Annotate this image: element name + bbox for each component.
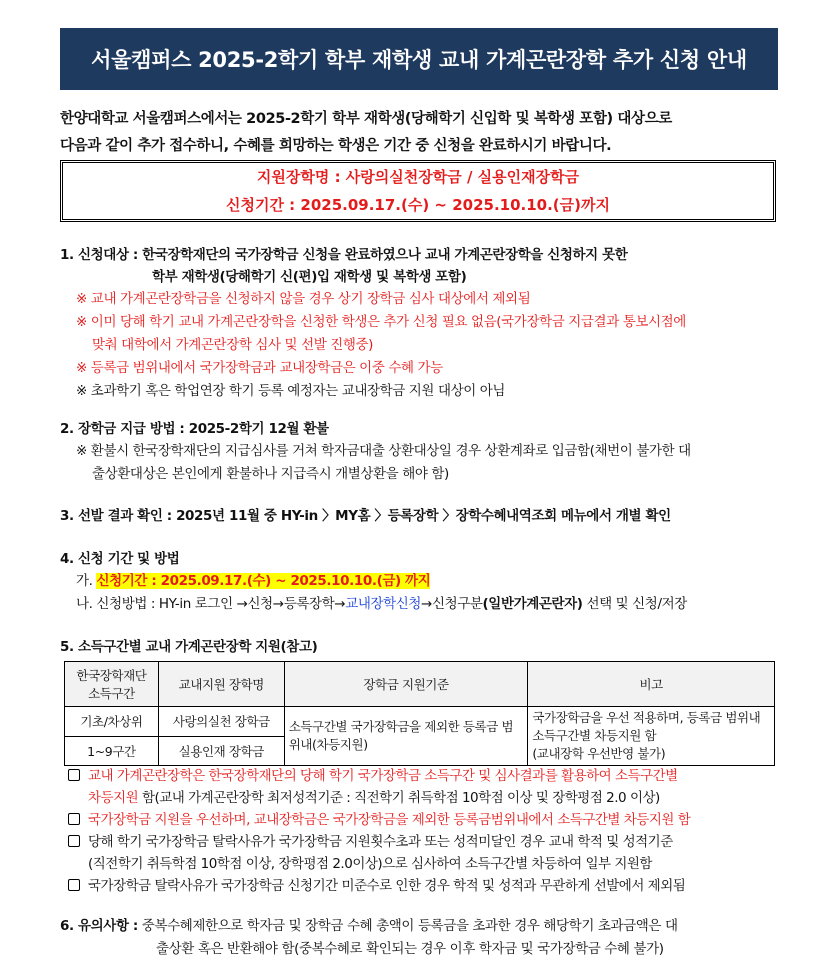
- section-1-heading: 1. 신청대상 : 한국장학재단의 국가장학금 신청을 완료하였으나 교내 가계곤란장학을 신청하지 못한: [60, 247, 628, 263]
- table-cell: 1~9구간: [65, 736, 159, 766]
- item-b-label: 나. 신청방법 : HY-in 로그인 →신청→등록장학→: [76, 596, 346, 612]
- section-4-heading: 4. 신청 기간 및 방법: [60, 551, 180, 567]
- checkbox-icon: [68, 813, 80, 825]
- intro-line-2: 다음과 같이 추가 접수하니, 수혜를 희망하는 학생은 기간 중 신청을 완료하시기 바랍니다.: [60, 138, 612, 154]
- table-header-row: [65, 662, 775, 707]
- note-item-1-cont: 차등지원 함(교내 가계곤란장학 최저성적기준 : 직전학기 취득학점 10학점 이상 및 장학평점 2.0 이상): [88, 790, 660, 806]
- item-a-label: 가.: [76, 573, 93, 589]
- table-row: [65, 707, 775, 737]
- checkbox-icon: [68, 769, 80, 781]
- note-item-4: 국가장학금 탈락사유가 국가장학금 신청기간 미준수로 인한 경우 학적 및 성적과 무관하게 선발에서 제외됨: [68, 875, 782, 897]
- note-item-3-cont: (직전학기 취득학점 10학점 이상, 장학평점 2.0이상)으로 심사하여 소득구간별 차등하여 일부 지원함: [88, 856, 652, 872]
- checkbox-icon: [68, 879, 80, 891]
- col-header-scholarship-name: 교내지원 장학명: [158, 662, 284, 707]
- section-1-note-2: ※ 이미 당해 학기 교내 가계곤란장학을 신청한 학생은 추가 신청 필요 없음(국가장학금 지급결과 통보시점에: [76, 314, 686, 330]
- item-b-mid: →신청구분: [421, 596, 483, 612]
- section-method: [60, 548, 782, 616]
- section-1-heading-cont: 학부 재학생(당해학기 신(편)입 재학생 및 복학생 포함): [152, 269, 467, 285]
- table-cell-criteria: 소득구간별 국가장학금을 제외한 등록금 범위내(차등지원): [284, 707, 528, 766]
- section-2-note: ※ 환불시 한국장학재단의 지급심사를 거쳐 학자금대출 상환대상일 경우 상환계좌로 입금함(채번이 불가한 대: [76, 443, 691, 459]
- table-cell: 사랑의실천 장학금: [158, 707, 284, 737]
- section-1-note-2-cont: 맞춰 대학에서 가계곤란장학 심사 및 선발 진행중): [92, 337, 374, 353]
- section-4-item-b: [60, 593, 782, 616]
- apply-link[interactable]: 교내장학신청: [345, 596, 422, 612]
- section-4-item-a: [60, 570, 782, 593]
- section-eligibility: [60, 244, 782, 403]
- section-3-heading: 3. 선발 결과 확인 : 2025년 11월 중 HY-in 〉MY홈 〉등록장학 〉장학수혜내역조회 메뉴에서 개별 확인: [60, 508, 671, 524]
- table-cell: 실용인재 장학금: [158, 736, 284, 766]
- note-item-2: 국가장학금 지원을 우선하며, 교내장학금은 국가장학금을 제외한 등록금범위내에서 소득구간별 차등지원 함: [68, 809, 782, 831]
- intro-line-1: 한양대학교 서울캠퍼스에서는 2025-2학기 학부 재학생(당해학기 신입학 및 복학생 포함) 대상으로: [60, 111, 672, 127]
- item-b-category: (일반가계곤란자): [482, 596, 583, 612]
- section-payment: [60, 418, 782, 486]
- support-notes: [68, 765, 782, 897]
- summary-box: [60, 160, 776, 222]
- item-b-end: 선택 및 신청/저장: [582, 596, 687, 612]
- item-a-period-highlight: 신청기간 : 2025.09.17.(수) ~ 2025.10.10.(금) 까지: [96, 573, 431, 589]
- support-table: [64, 661, 775, 766]
- intro-paragraph: [60, 106, 780, 160]
- page-title-banner: [60, 28, 778, 90]
- section-1-note-4: ※ 초과학기 혹은 학업연장 학기 등록 예정자는 교내장학금 지원 대상이 아님: [76, 383, 506, 399]
- section-2-note-cont: 출상환대상은 본인에게 환불하나 지급즉시 개별상환을 해야 함): [92, 466, 449, 482]
- section-6-line-1: 6. 유의사항 : 중복수혜제한으로 학자금 및 장학금 수혜 총액이 등록금을 초과한 경우 해당학기 초과금액은 대: [60, 918, 678, 934]
- section-5-heading: 5. 소득구간별 교내 가계곤란장학 지원(참고): [60, 639, 318, 655]
- page-title: 서울캠퍼스 2025-2학기 학부 재학생 교내 가계곤란장학 추가 신청 안내: [91, 48, 747, 72]
- note-item-3: 당해 학기 국가장학금 탈락사유가 국가장학금 지원횟수초과 또는 성적미달인 경우 교내 학적 및 성적기준: [68, 831, 782, 853]
- application-period: 신청기간 : 2025.09.17.(수) ~ 2025.10.10.(금)까지: [226, 196, 610, 214]
- note-item-1: 교내 가계곤란장학은 한국장학재단의 당해 학기 국가장학금 소득구간 및 심사결과를 활용하여 소득구간별: [68, 765, 782, 787]
- section-1-note-1: ※ 교내 가계곤란장학금을 신청하지 않을 경우 상기 장학금 심사 대상에서 제외됨: [76, 291, 531, 307]
- table-cell: 기초/차상위: [65, 707, 159, 737]
- col-header-criteria: 장학금 지원기준: [284, 662, 528, 707]
- col-header-remarks: 비고: [528, 662, 775, 707]
- section-6-heading: 6. 유의사항 :: [60, 918, 138, 934]
- checkbox-icon: [68, 835, 80, 847]
- section-6-line-2: 출상환 혹은 반환해야 함(중복수혜로 확인되는 경우 이후 학자금 및 국가장학금 수혜 불가): [156, 941, 664, 957]
- section-1-note-3: ※ 등록금 범위내에서 국가장학금과 교내장학금은 이중 수혜 가능: [76, 360, 443, 376]
- section-result: [60, 505, 782, 527]
- section-support: [60, 636, 782, 658]
- section-caution: [60, 915, 782, 961]
- scholarship-name: 지원장학명 : 사랑의실천장학금 / 실용인재장학금: [256, 168, 580, 186]
- section-2-heading: 2. 장학금 지급 방법 : 2025-2학기 12월 환불: [60, 421, 329, 437]
- col-header-income-bracket: 한국장학재단 소득구간: [65, 662, 159, 707]
- table-cell-remarks: 국가장학금을 우선 적용하며, 등록금 범위내 소득구간별 차등지원 함 (교내장학 우선반영 불가): [528, 707, 775, 766]
